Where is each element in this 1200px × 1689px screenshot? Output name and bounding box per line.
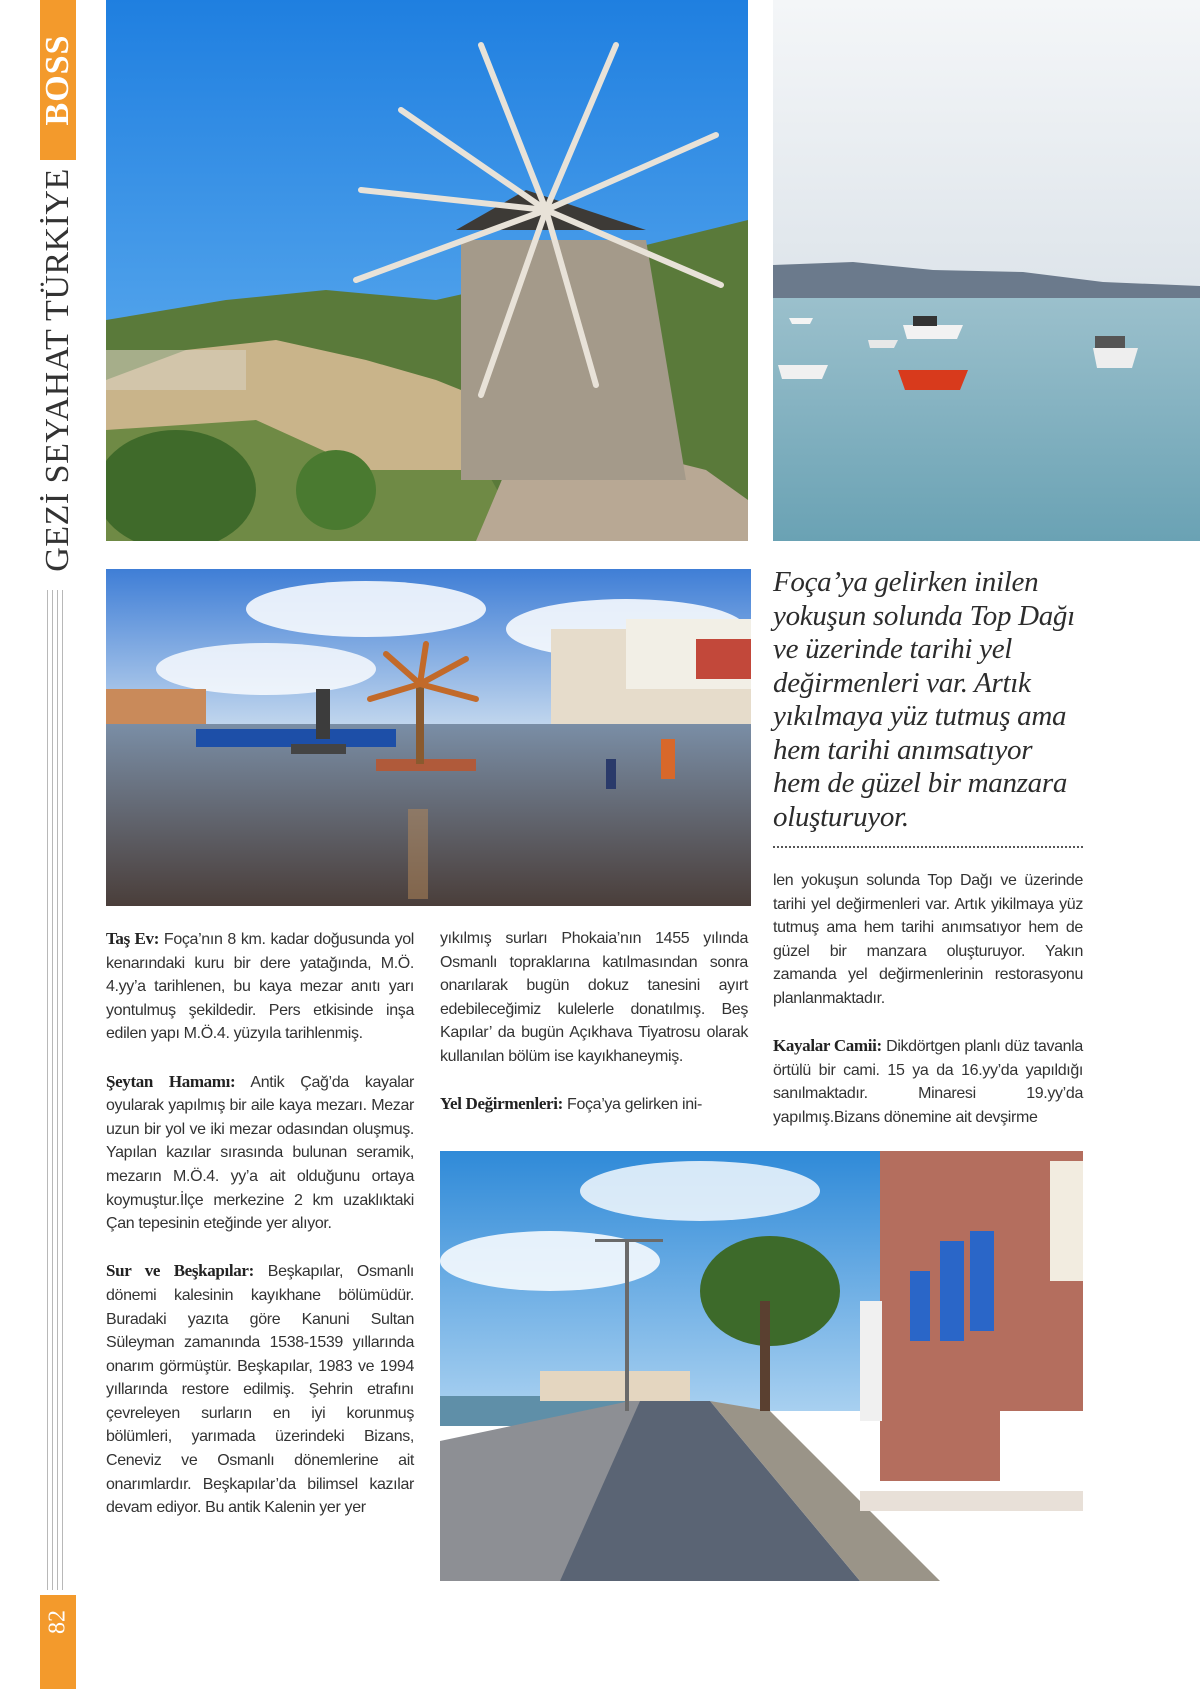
- page-number: 82: [44, 1610, 71, 1634]
- heading-tas-ev: Taş Ev:: [106, 929, 160, 948]
- paragraph-seytan-hamami: [106, 1070, 414, 1236]
- paragraph-yel-degirmenleri: [440, 1092, 748, 1117]
- text-column-2: [440, 927, 748, 1140]
- body-yel-degirmenleri: Foça’ya gelirken ini-: [562, 1096, 702, 1114]
- paragraph-yel-cont: [773, 869, 1083, 1011]
- section-title: GEZİ SEYAHAT TÜRKİYE: [39, 168, 76, 572]
- body-kayalar-camii: Dikdörtgen planlı düz tavanla örtülü bir cami. 15 ya da 16.yy’da yapıldığı sanılmaktadır. Minaresi 19.yy’da yapılmış.Bizans dönemine ait devşirme: [773, 1038, 1083, 1126]
- paragraph-sur-beskapilar: [106, 1259, 414, 1520]
- street-photo: [440, 1151, 1083, 1581]
- text-column-3: [773, 869, 1083, 1153]
- boats-photo: [773, 0, 1200, 541]
- pull-quote: Foça’ya gelirken inilen yokuşun solunda Top Dağı ve üzerinde tarihi yel değirmenleri var. Artık yıkılmaya yüz tutmuş ama hem tarihi anımsatıyor hem de güzel bir manzara oluşturuyor.: [773, 566, 1075, 833]
- body-seytan-hamami: Antik Çağ’da kayalar oyularak yapılmış bir aile kaya mezarı. Mezar uzun bir yol ve iki mezar odasından oluşmuş. Yapılan kazılar sırasında bulunan seramik, mezarın M.Ö.4. yy’a ait olduğunu ortaya koymuştur.İlçe merkezine 2 km uzaklıktaki Çan tepesinin eteğinde yer alıyor.: [106, 1073, 414, 1233]
- heading-yel-degirmenleri: Yel Değirmenleri:: [440, 1094, 563, 1114]
- divider-line: [57, 590, 58, 1590]
- divider-line: [47, 590, 48, 1590]
- heading-kayalar-camii: Kayalar Camii:: [773, 1036, 882, 1056]
- brand-label: BOSS: [39, 34, 76, 126]
- divider-line: [62, 590, 63, 1590]
- heading-sur-beskapilar: Sur ve Beşkapılar:: [106, 1261, 254, 1281]
- body-tas-ev: Foça’nın 8 km. kadar doğusunda yol kenarındaki kuru bir dere yatağında, M.Ö. 4.yy’a tarihlenen, bu kaya mezar anıtı yarı yontulmuş şekildedir. Pers etkisinde inşa edilen yapı M.Ö.4. yüzyıla tarihlenmiş.: [106, 931, 414, 1043]
- harbour-square-photo: [106, 569, 751, 906]
- body-surlar-cont: yıkılmış surları Phokaia’nın 1455 yılında Osmanlı topraklarına katılmasından sonra onarılarak bugün dokuz tanesini ayırt edebileceğimiz kulelerle donatılmış. Beş Kapılar’ da bugün Açıkhava Tiyatrosu olarak kullanılan bölüm ise kayıkhaneymiş.: [440, 930, 748, 1065]
- windmill-photo: [106, 0, 748, 541]
- heading-seytan-hamami: Şeytan Hamamı:: [106, 1071, 236, 1091]
- divider-line: [52, 590, 53, 1590]
- body-yel-cont: len yokuşun solunda Top Dağı ve üzerinde tarihi yel değirmenleri var. Artık yikilmaya yüz tutmuş ama hem tarihi anımsatıyor hem de güzel bir manzara oluşturuyor. Yakın zamanda yel değirmenlerinin restorasyonu planlanmaktadır.: [773, 872, 1083, 1007]
- paragraph-kayalar-camii: [773, 1034, 1083, 1129]
- pull-quote-divider: [773, 846, 1083, 848]
- text-column-1: [106, 927, 414, 1543]
- paragraph-tas-ev: [106, 927, 414, 1046]
- paragraph-surlar-cont: [440, 927, 748, 1069]
- body-sur-beskapilar: Beşkapılar, Osmanlı dönemi kalesinin kayıkhane bölümüdür. Buradaki yazıta göre Kanuni Sultan Süleyman zamanında 1538-1539 yıllarında onarım görmüştür. Beşkapılar, 1983 ve 1994 yıllarında restore edilmiş. Şehrin etrafını çevreleyen surların en iyi korunmuş bölümleri, yarımada üzerindeki Bizans, Ceneviz ve Osmanlı dönemlerine ait onarımlardır. Beşkapılar’da bilimsel kazılar devam ediyor. Bu antik Kalenin yer yer: [106, 1263, 414, 1517]
